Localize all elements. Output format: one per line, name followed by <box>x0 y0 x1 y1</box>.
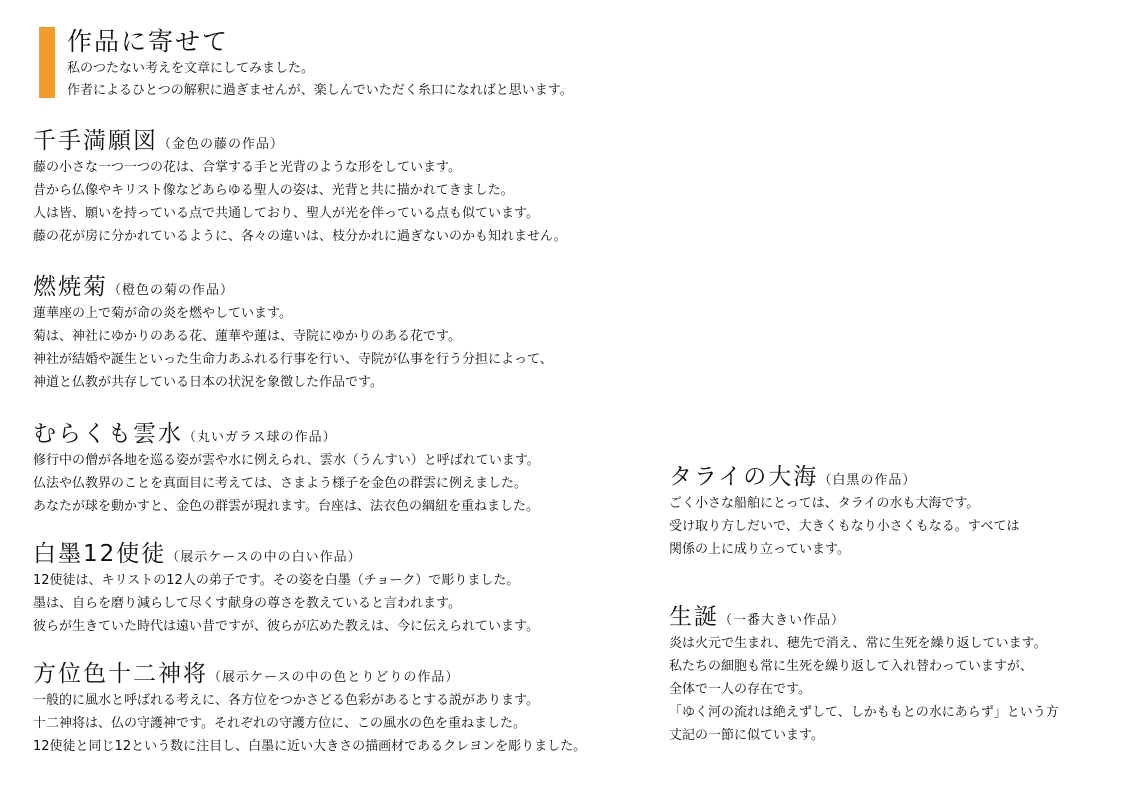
section-title: 方位色十二神将 <box>33 661 208 687</box>
section-line: 神道と仏教が共存している日本の状況を象徴した作品です。 <box>33 375 383 390</box>
intro-block <box>67 26 573 102</box>
section-subtitle: （橙色の菊の作品） <box>108 283 235 298</box>
section-line: 昔から仏像やキリスト像などあらゆる聖人の姿は、光背と共に描かれてきました。 <box>33 183 514 198</box>
section-subtitle: （白黒の作品） <box>818 473 917 488</box>
section-title: 燃焼菊 <box>33 274 108 300</box>
section-senju-mangan-zu <box>33 126 567 248</box>
section-line: 十二神将は、仏の守護神です。それぞれの守護方位に、この風水の色を重ねました。 <box>33 716 526 731</box>
section-heading <box>669 602 1059 632</box>
section-line: 藤の小さな一つ一つの花は、合掌する手と光背のような形をしています。 <box>33 160 461 175</box>
section-hoishiki-juni-shinsho <box>33 659 586 758</box>
section-hakuboku-12-shito <box>33 539 539 638</box>
section-heading <box>33 272 553 302</box>
section-seitan <box>669 602 1059 747</box>
section-line: 12使徒は、キリストの12人の弟子です。その姿を白墨（チョーク）で彫りました。 <box>33 573 520 588</box>
section-heading <box>33 419 540 449</box>
section-line: 修行中の僧が各地を巡る姿が雲や水に例えられ、雲水（うんすい）と呼ばれています。 <box>33 453 540 468</box>
section-line: 12使徒と同じ12という数に注目し、白墨に近い大きさの描画材であるクレヨンを彫りました。 <box>33 739 587 754</box>
section-line: ごく小さな船舶にとっては、タライの水も大海です。 <box>669 496 980 511</box>
page-title: 作品に寄せて <box>67 27 230 56</box>
section-line: 藤の花が房に分かれているように、各々の違いは、枝分かれに過ぎないのかも知れません。 <box>33 229 567 244</box>
section-heading <box>669 462 1019 492</box>
section-line: 一般的に風水と呼ばれる考えに、各方位をつかさどる色彩があるとする説があります。 <box>33 693 539 708</box>
section-line: 「ゆく河の流れは絶えずして、しかももとの水にあらず」という方 <box>669 705 1059 720</box>
section-line: 受け取り方しだいで、大きくもなり小さくもなる。すべては <box>669 519 1020 534</box>
section-line: 神社が結婚や誕生といった生命力あふれる行事を行い、寺院が仏事を行う分担によって、 <box>33 352 553 367</box>
section-line: 彼らが生きていた時代は遠い昔ですが、彼らが広めた教えは、今に伝えられています。 <box>33 619 539 634</box>
section-nensho-kiku <box>33 272 553 394</box>
section-heading <box>33 126 567 156</box>
section-line: 仏法や仏教界のことを真面目に考えては、さまよう様子を金色の群雲に例えました。 <box>33 476 528 491</box>
section-title: むらくも雲水 <box>33 421 183 447</box>
intro-line: 作者によるひとつの解釈に過ぎませんが、楽しんでいただく糸口になればと思います。 <box>67 83 573 98</box>
section-heading <box>33 539 539 569</box>
section-title: 白墨12使徒 <box>33 541 167 567</box>
section-heading <box>33 659 586 689</box>
section-line: 全体で一人の存在です。 <box>669 682 811 697</box>
section-title: 生誕 <box>669 604 719 630</box>
section-line: あなたが球を動かすと、金色の群雲が現れます。台座は、法衣色の綱紐を重ねました。 <box>33 499 539 514</box>
section-subtitle: （丸いガラス球の作品） <box>183 430 337 445</box>
intro-line: 私のつたない考えを文章にしてみました。 <box>67 61 315 76</box>
section-line: 関係の上に成り立っています。 <box>669 542 850 557</box>
section-subtitle: （一番大きい作品） <box>719 613 846 628</box>
section-line: 私たちの細胞も常に生死を繰り返して入れ替わっていますが、 <box>669 659 1033 674</box>
section-line: 人は皆、願いを持っている点で共通しており、聖人が光を伴っている点も似ています。 <box>33 206 539 221</box>
section-line: 丈記の一節に似ています。 <box>669 728 824 743</box>
section-subtitle: （展示ケースの中の白い作品） <box>166 550 362 565</box>
section-title: 千手満願図 <box>33 128 158 154</box>
section-murakumo-unsui <box>33 419 540 518</box>
section-subtitle: （展示ケースの中の色とりどりの作品） <box>208 670 460 685</box>
section-subtitle: （金色の藤の作品） <box>158 137 285 152</box>
section-line: 墨は、自らを磨り減らして尽くす献身の尊さを教えていると言われます。 <box>33 596 461 611</box>
section-title: タライの大海 <box>669 464 819 490</box>
section-line: 炎は火元で生まれ、穂先で消え、常に生死を繰り返しています。 <box>669 636 1047 651</box>
accent-bar <box>39 27 55 98</box>
section-line: 蓮華座の上で菊が命の炎を燃やしています。 <box>33 306 292 321</box>
section-line: 菊は、神社にゆかりのある花、蓮華や蓮は、寺院にゆかりのある花です。 <box>33 329 461 344</box>
section-tarai-no-taikai <box>669 462 1019 561</box>
